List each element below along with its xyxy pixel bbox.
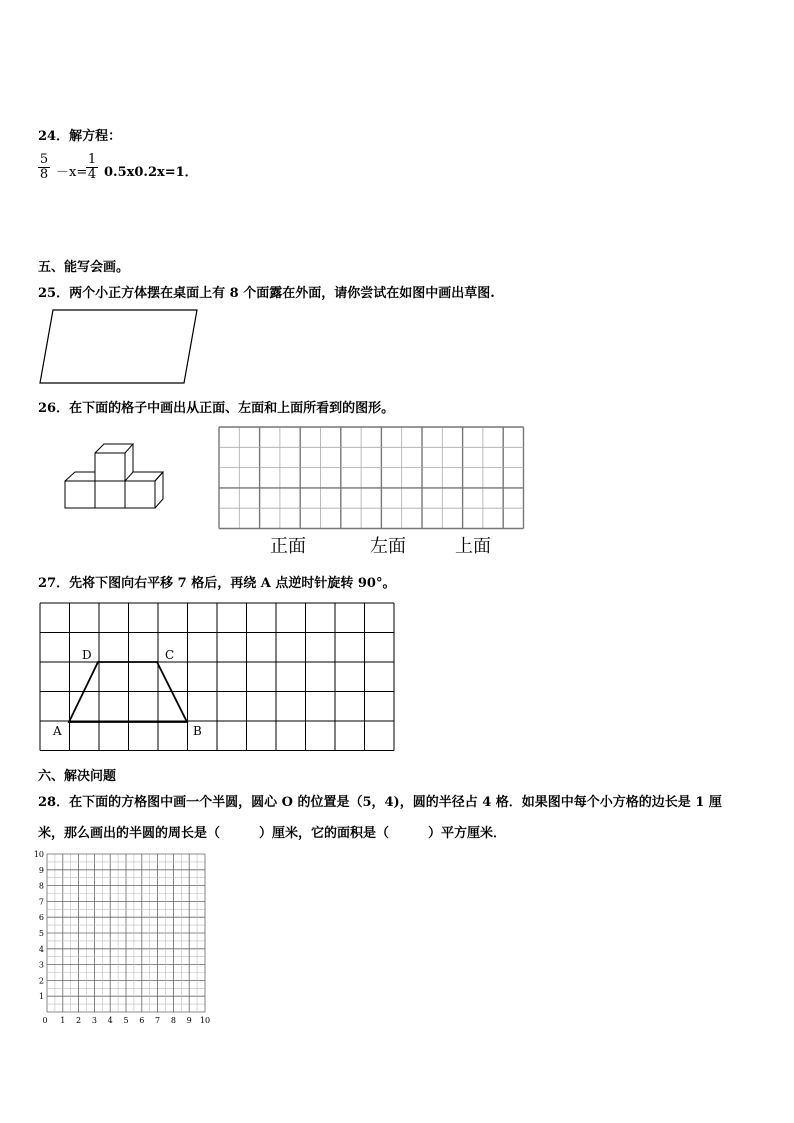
- x-tick-label: 10: [199, 1016, 211, 1025]
- fraction-denominator: 8: [39, 167, 49, 182]
- front-view-label: 正面: [270, 536, 306, 557]
- y-tick-label: 1: [38, 992, 44, 1002]
- left-view-label: 左面: [370, 536, 406, 557]
- x-tick-label: 5: [123, 1016, 129, 1025]
- q27-text: 27．先将下图向右平移 7 格后，再绕 A 点逆时针旋转 90°。: [38, 576, 396, 591]
- y-tick-label: 7: [38, 897, 44, 907]
- x-tick-label: 2: [76, 1016, 82, 1025]
- x-tick-label: 8: [170, 1016, 176, 1025]
- section-five-title: 五、能写会画。: [38, 260, 130, 275]
- x-tick-label: 9: [186, 1016, 192, 1025]
- x-tick-label: 4: [107, 1016, 113, 1025]
- y-tick-label: 9: [38, 865, 44, 875]
- y-tick-label: 4: [38, 944, 44, 954]
- q25-text: 25．两个小正方体摆在桌面上有 8 个面露在外面，请你尝试在如图中画出草图.: [38, 286, 495, 301]
- point-a-label: A: [53, 724, 62, 738]
- y-tick-label: 10: [33, 850, 44, 859]
- section-six-title: 六、解决问题: [38, 769, 117, 784]
- fraction-numerator: 1: [87, 152, 97, 167]
- point-b-label: B: [193, 724, 202, 738]
- q24-header: 24．解方程：: [38, 129, 122, 144]
- x-tick-label: 3: [91, 1016, 97, 1025]
- point-d-label: D: [82, 648, 92, 662]
- top-view-label: 上面: [455, 536, 491, 557]
- y-tick-label: 8: [38, 881, 44, 891]
- x-tick-label: 0: [42, 1016, 48, 1025]
- y-tick-label: 3: [38, 960, 44, 970]
- x-tick-label: 1: [60, 1016, 66, 1025]
- x-tick-label: 6: [139, 1016, 145, 1025]
- y-tick-label: 5: [38, 929, 44, 938]
- y-tick-label: 6: [38, 913, 44, 923]
- x-tick-label: 7: [155, 1016, 161, 1025]
- equation-two: 0.5x0.2x=1．: [104, 165, 198, 180]
- q28-line1: 28．在下面的方格图中画一个半圆，圆心 O 的位置是（5，4)，圆的半径占 4 格．如果图中每个小方格的边长是 1 厘: [38, 795, 722, 810]
- y-tick-label: 2: [38, 976, 44, 986]
- point-c-label: C: [165, 648, 175, 662]
- fraction-denominator: 4: [87, 167, 97, 182]
- equation-minus-x: －x=: [56, 165, 88, 180]
- fraction-numerator: 5: [39, 152, 49, 167]
- q26-text: 26．在下面的格子中画出从正面、左面和上面所看到的图形。: [38, 401, 395, 416]
- q28-line2: 米，那么画出的半圆的周长是（ ）厘米，它的面积是（ ）平方厘米．: [38, 826, 507, 841]
